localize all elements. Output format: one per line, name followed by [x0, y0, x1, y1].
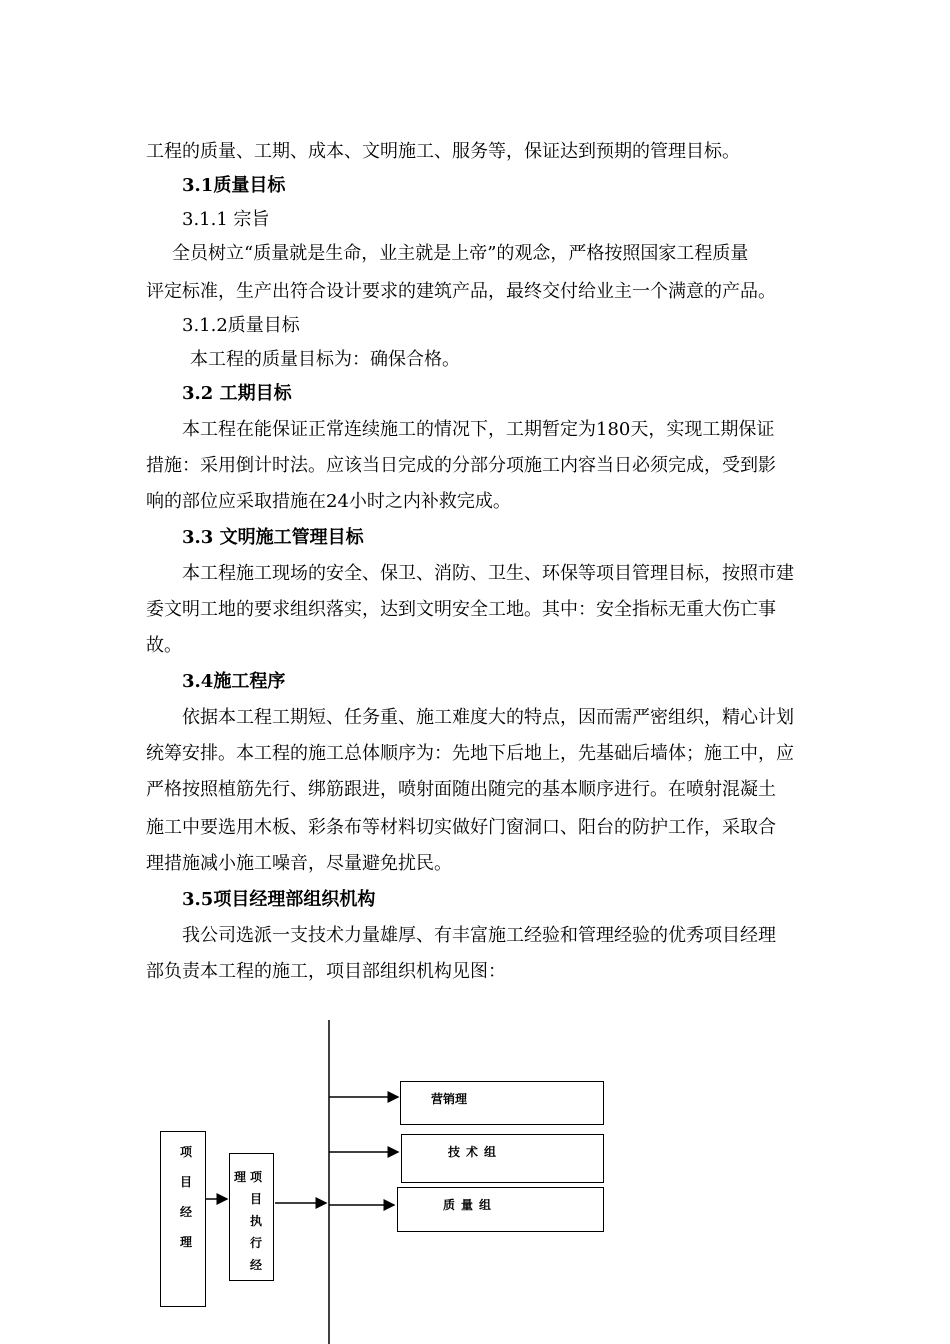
paragraph-line: 措施：采用倒计时法。应该当日完成的分部分项施工内容当日必须完成，受到影 — [146, 455, 776, 476]
paragraph-line: 故。 — [146, 635, 182, 656]
group-label-sales: 营销理 — [431, 1092, 468, 1106]
group-label-technical: 技术组 — [448, 1145, 503, 1159]
paragraph-line: 本工程施工现场的安全、保卫、消防、卫生、环保等项目管理目标，按照市建 — [182, 563, 794, 584]
project-manager-char: 理 — [180, 1235, 193, 1249]
paragraph-line: 工程的质量、工期、成本、文明施工、服务等，保证达到预期的管理目标。 — [146, 141, 740, 162]
executive-manager-char: 项 — [250, 1170, 263, 1184]
executive-manager-char: 经 — [250, 1258, 263, 1272]
paragraph-line: 理措施减小施工噪音，尽量避免扰民。 — [146, 853, 452, 874]
paragraph-line: 委文明工地的要求组织落实，达到文明安全工地。其中：安全指标无重大伤亡事 — [146, 599, 776, 620]
paragraph-line: 施工中要选用木板、彩条布等材料切实做好门窗洞口、阳台的防护工作，采取合 — [146, 817, 776, 838]
executive-manager-char: 目 — [250, 1192, 263, 1206]
paragraph-line: 响的部位应采取措施在24小时之内补救完成。 — [146, 491, 511, 512]
executive-manager-char: 理 — [234, 1170, 247, 1184]
section-heading: 3.1质量目标 — [182, 175, 286, 196]
paragraph-line: 本工程的质量目标为：确保合格。 — [190, 349, 460, 370]
paragraph-line: 依据本工程工期短、任务重、施工难度大的特点，因而需严密组织，精心计划 — [182, 707, 794, 728]
paragraph-line: 严格按照植筋先行、绑筋跟进，喷射面随出随完的基本顺序进行。在喷射混凝土 — [146, 779, 776, 800]
project-manager-char: 项 — [180, 1145, 193, 1159]
paragraph-line: 统筹安排。本工程的施工总体顺序为：先地下后地上，先基础后墙体；施工中，应 — [146, 743, 794, 764]
group-box-technical — [401, 1134, 604, 1183]
subsection-heading: 3.1.2质量目标 — [182, 315, 300, 336]
paragraph-line: 本工程在能保证正常连续施工的情况下，工期暂定为180天，实现工期保证 — [182, 419, 775, 440]
paragraph-line: 评定标准，生产出符合设计要求的建筑产品，最终交付给业主一个满意的产品。 — [146, 281, 776, 302]
paragraph-line: 我公司选派一支技术力量雄厚、有丰富施工经验和管理经验的优秀项目经理 — [182, 925, 776, 946]
executive-manager-char: 行 — [250, 1236, 263, 1250]
section-heading: 3.4施工程序 — [182, 671, 286, 692]
group-label-quality: 质量组 — [443, 1198, 498, 1212]
project-manager-char: 目 — [180, 1175, 193, 1189]
paragraph-line: 全员树立“质量就是生命，业主就是上帝”的观念，严格按照国家工程质量 — [172, 243, 749, 264]
subsection-heading: 3.1.1 宗旨 — [182, 209, 270, 230]
paragraph-line: 部负责本工程的施工，项目部组织机构见图： — [146, 961, 506, 982]
section-heading: 3.2 工期目标 — [182, 383, 292, 404]
group-box-quality — [397, 1187, 604, 1232]
section-heading: 3.3 文明施工管理目标 — [182, 527, 364, 548]
project-manager-char: 经 — [180, 1205, 193, 1219]
section-heading: 3.5项目经理部组织机构 — [182, 889, 376, 910]
executive-manager-char: 执 — [250, 1214, 263, 1228]
